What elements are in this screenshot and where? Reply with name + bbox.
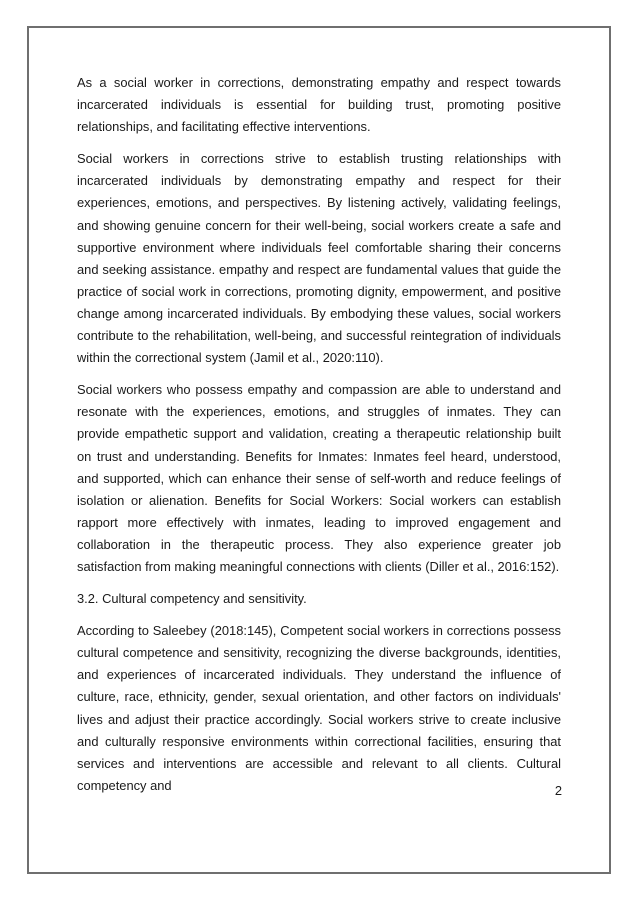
paragraph-intro: As a social worker in corrections, demonstrating empathy and respect towards incarcerated individuals is essential for building trust, promoting positive relationships, and facilitating effective interventions. bbox=[77, 75, 561, 135]
document-body bbox=[77, 72, 561, 807]
page-number: 2 bbox=[554, 783, 562, 798]
paragraph-cultural-competency: According to Saleebey (2018:145), Competent social workers in corrections possess cultural competence and sensitivity, recognizing the diverse backgrounds, identities, and experiences of incarcerated individuals. They understand the influence of culture, race, ethnicity, gender, sexual orientation, and other factors on individuals' lives and adjust their practice accordingly. Social workers strive to create inclusive and culturally responsive environments within correctional facilities, ensuring that services and interventions are accessible and relevant to all clients. Cultural competency and bbox=[77, 623, 561, 793]
paragraph-empathy-compassion: Social workers who possess empathy and compassion are able to understand and resonate with the experiences, emotions, and struggles of inmates. They can provide empathetic support and validation, creating a therapeutic relationship built on trust and understanding. Benefits for Inmates: Inmates feel heard, understood, and supported, which can enhance their sense of self-worth and reduce feelings of isolation or alienation. Benefits for Social Workers: Social workers can establish rapport more effectively with inmates, leading to improved engagement and collaboration in the therapeutic process. They also experience greater job satisfaction from making meaningful connections with clients (Diller et al., 2016:152). bbox=[77, 382, 561, 574]
section-heading: 3.2. Cultural competency and sensitivity. bbox=[77, 591, 307, 607]
paragraph-trusting-relationships: Social workers in corrections strive to establish trusting relationships with incarcerated individuals by demonstrating empathy and respect for their experiences, emotions, and perspectives. By listening actively, validating feelings, and showing genuine concern for their well-being, social workers create a safe and supportive environment where individuals feel comfortable sharing their concerns and seeking assistance. empathy and respect are fundamental values that guide the practice of social work in corrections, promoting dignity, empowerment, and positive change among incarcerated individuals. By embodying these values, social workers contribute to the rehabilitation, well-being, and successful reintegration of individuals within the correctional system (Jamil et al., 2020:110). bbox=[77, 151, 561, 366]
